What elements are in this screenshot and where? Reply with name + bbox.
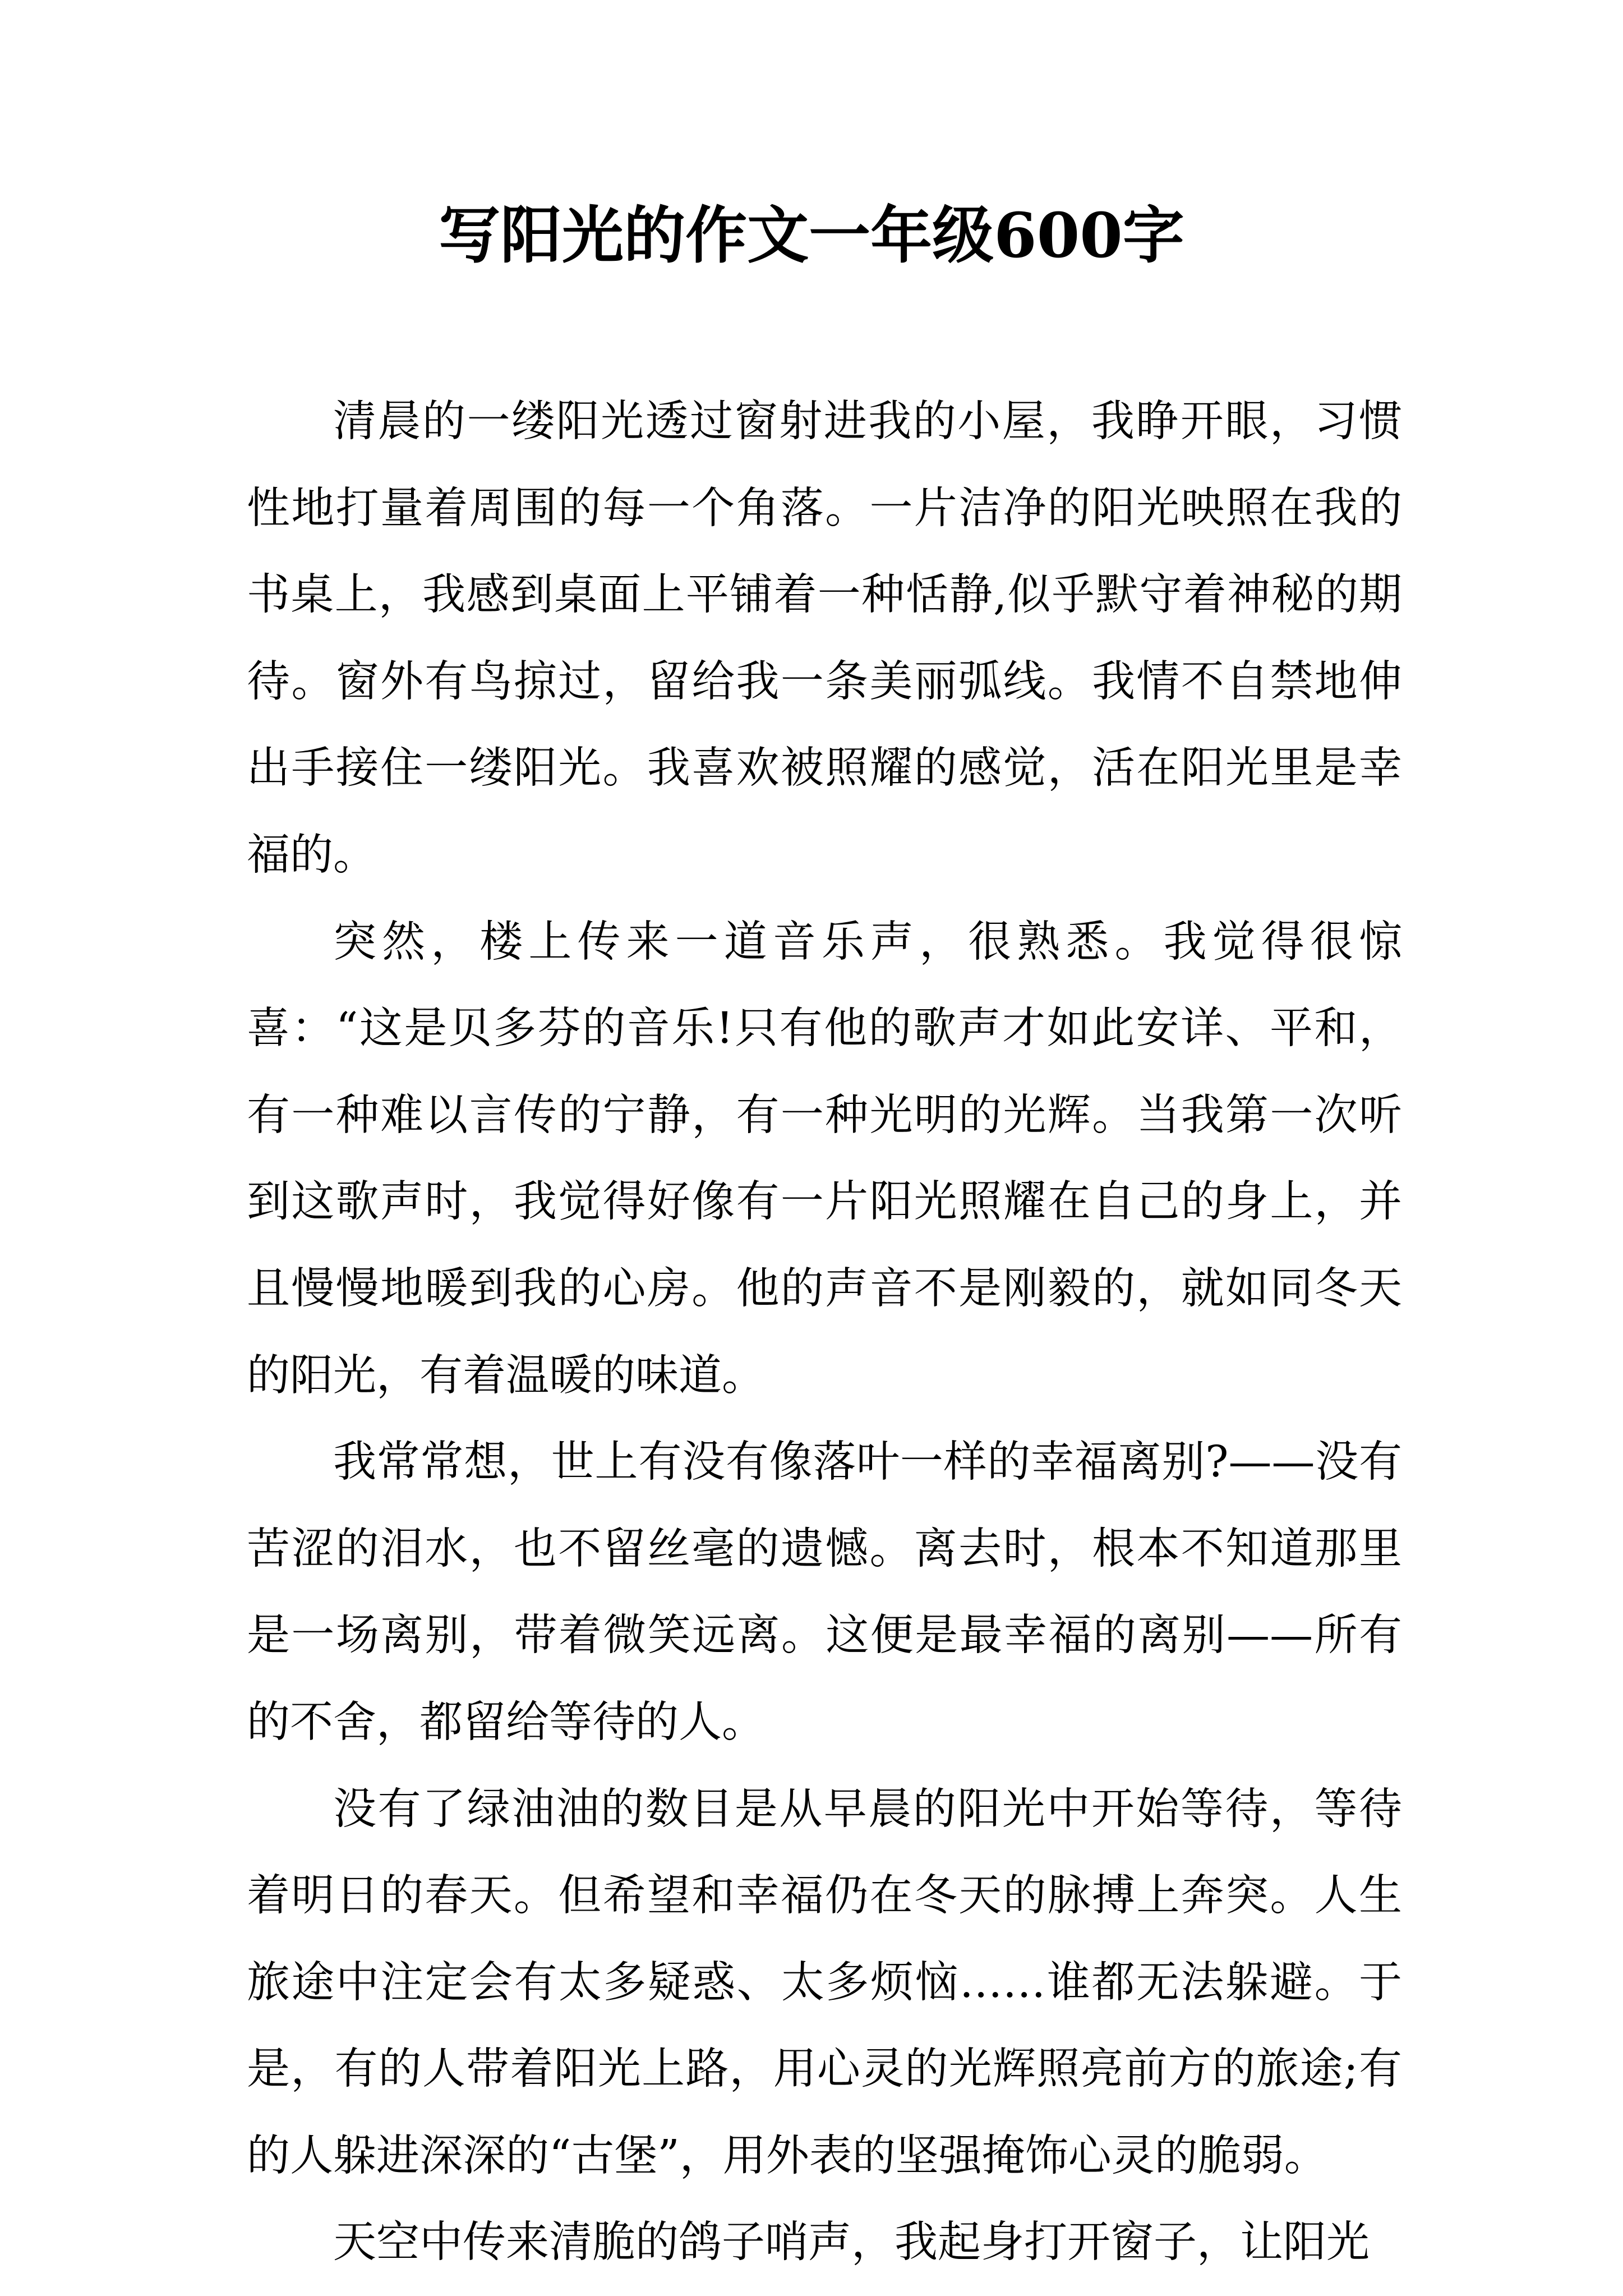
paragraph-4: 没有了绿油油的数目是从早晨的阳光中开始等待，等待着明日的春天。但希望和幸福仍在冬天的脉搏上奔突。人生旅途中注定会有太多疑惑、太多烦恼……谁都无法躲避。于是，有的人带着阳光上路，用心灵的光辉照亮前方的旅途;有的人躲进深深的“古堡”，用外表的坚强掩饰心灵的脆弱。 bbox=[247, 1784, 1402, 2181]
paragraph-5: 天空中传来清脆的鸽子哨声，我起身打开窗子，让阳光 bbox=[333, 2217, 1370, 2268]
paragraph-1: 清晨的一缕阳光透过窗射进我的小屋，我睁开眼，习惯性地打量着周围的每一个角落。一片洁净的阳光映照在我的书桌上，我感到桌面上平铺着一种恬静,似乎默守着神秘的期待。窗外有鸟掠过，留给我一条美丽弧线。我情不自禁地伸出手接住一缕阳光。我喜欢被照耀的感觉，活在阳光里是幸福的。 bbox=[247, 397, 1402, 880]
paragraph-3: 我常常想，世上有没有像落叶一样的幸福离别?——没有苦涩的泪水，也不留丝毫的遗憾。离去时，根本不知道那里是一场离别，带着微笑远离。这便是最幸福的离别——所有的不舍，都留给等待的人。 bbox=[247, 1437, 1402, 1747]
paragraph-2: 突然，楼上传来一道音乐声，很熟悉。我觉得很惊喜：“这是贝多芬的音乐!只有他的歌声才如此安详、平和，有一种难以言传的宁静，有一种光明的光辉。当我第一次听到这歌声时，我觉得好像有一片阳光照耀在自己的身上，并且慢慢地暖到我的心房。他的声音不是刚毅的，就如同冬天的阳光，有着温暖的味道。 bbox=[247, 917, 1402, 1401]
document-body bbox=[247, 379, 1402, 2286]
document-title: 写阳光的作文一年级600字 bbox=[439, 199, 1184, 272]
